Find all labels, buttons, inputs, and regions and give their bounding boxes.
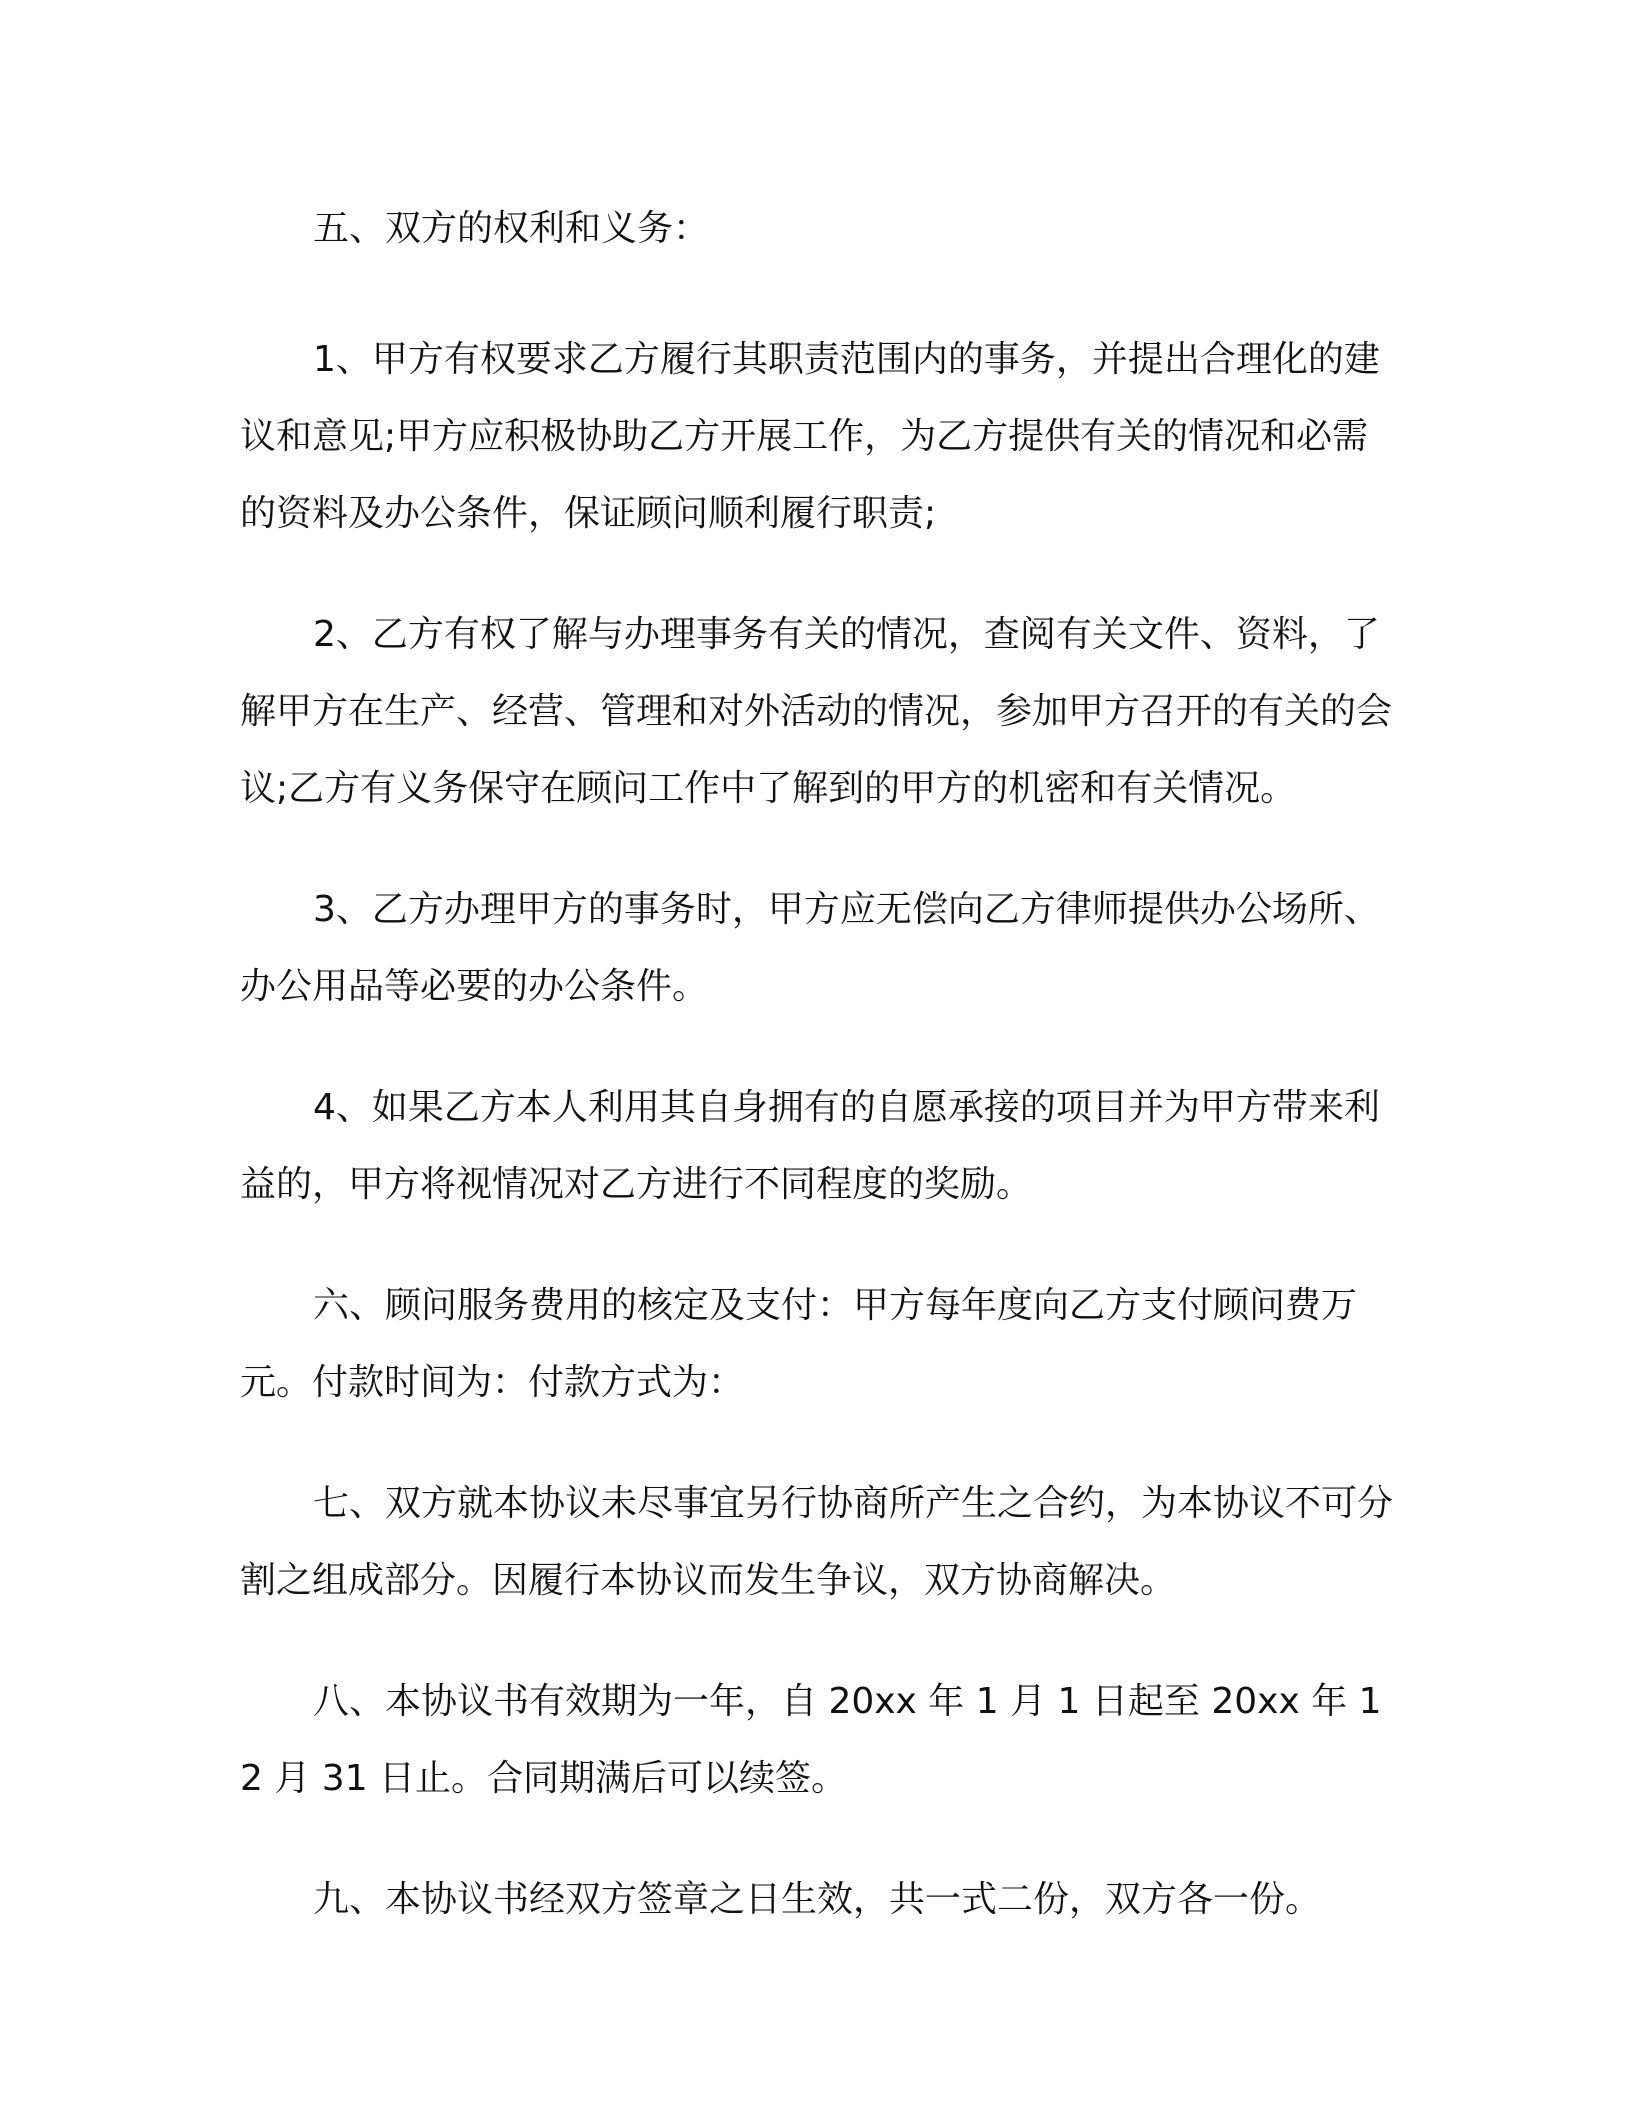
clause-5-3: 3、乙方办理甲方的事务时，甲方应无偿向乙方律师提供办公场所、办公用品等必要的办公条件。 (240, 889, 1380, 1007)
clause-5-1: 1、甲方有权要求乙方履行其职责范围内的事务，并提出合理化的建议和意见;甲方应积极协助乙方开展工作，为乙方提供有关的情况和必需的资料及办公条件，保证顾问顺利履行职责; (240, 339, 1380, 534)
document-page (240, 190, 1400, 1982)
section-7-supplementary: 七、双方就本协议未尽事宜另行协商所产生之合约，为本协议不可分割之组成部分。因履行本协议而发生争议，双方协商解决。 (240, 1483, 1394, 1601)
clause-5-2: 2、乙方有权了解与办理事务有关的情况，查阅有关文件、资料，了解甲方在生产、经营、管理和对外活动的情况，参加甲方召开的有关的会议;乙方有义务保守在顾问工作中了解到的甲方的机密和有关情况。 (240, 614, 1393, 809)
clause-5-4: 4、如果乙方本人利用其自身拥有的自愿承接的项目并为甲方带来利益的，甲方将视情况对乙方进行不同程度的奖励。 (240, 1087, 1380, 1205)
section-5-heading: 五、双方的权利和义务： (313, 208, 710, 249)
section-9-effect: 九、本协议书经双方签章之日生效，共一式二份，双方各一份。 (313, 1879, 1322, 1920)
section-8-validity: 八、本协议书有效期为一年，自 20xx 年 1 月 1 日起至 20xx 年 12 月 31 日止。合同期满后可以续签。 (240, 1681, 1382, 1799)
section-6-fees: 六、顾问服务费用的核定及支付：甲方每年度向乙方支付顾问费万元。付款时间为：付款方式为： (240, 1285, 1358, 1403)
